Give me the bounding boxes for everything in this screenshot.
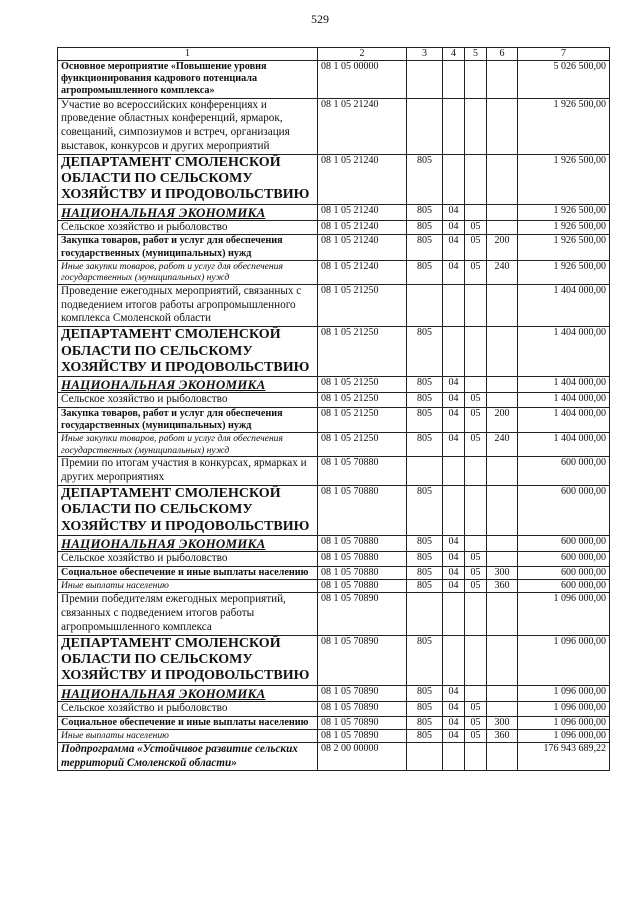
row-name: Участие во всероссийских конференциях и проведение областных конференций, ярмарок, совещаний, симпозиумов и встреч, организация выставок, конкурсов и других мероприятий bbox=[58, 98, 318, 154]
col-header-subsection: 5 bbox=[465, 48, 487, 61]
row-name: Иные закупки товаров, работ и услуг для обеспечения государственных (муниципальных) нужд bbox=[58, 260, 318, 284]
row-name: Закупка товаров, работ и услуг для обеспечения государственных (муниципальных) нужд bbox=[58, 407, 318, 432]
row-subsection bbox=[465, 593, 487, 635]
table-row bbox=[58, 433, 610, 457]
row-section bbox=[443, 457, 465, 486]
row-section: 04 bbox=[443, 685, 465, 701]
row-dept-code: 805 bbox=[407, 551, 443, 566]
row-dept-code: 805 bbox=[407, 685, 443, 701]
row-amount: 600 000,00 bbox=[518, 457, 610, 486]
row-dept-code bbox=[407, 284, 443, 326]
row-name: ДЕПАРТАМЕНТ СМОЛЕНСКОЙ ОБЛАСТИ ПО СЕЛЬСКОМУ ХОЗЯЙСТВУ И ПРОДОВОЛЬСТВИЮ bbox=[58, 154, 318, 204]
row-target-code: 08 1 05 21240 bbox=[318, 154, 407, 204]
row-name: НАЦИОНАЛЬНАЯ ЭКОНОМИКА bbox=[58, 535, 318, 551]
table-row bbox=[58, 235, 610, 260]
row-name: Основное мероприятие «Повышение уровня функционирования кадрового потенциала агропромышленного комплекса» bbox=[58, 61, 318, 99]
row-target-code: 08 1 05 70890 bbox=[318, 716, 407, 729]
row-section: 04 bbox=[443, 729, 465, 742]
row-name: Проведение ежегодных мероприятий, связанных с подведением итогов работы агропромышленного комплекса Смоленской области bbox=[58, 284, 318, 326]
row-dept-code: 805 bbox=[407, 327, 443, 377]
row-dept-code: 805 bbox=[407, 204, 443, 220]
table-row bbox=[58, 204, 610, 220]
row-name: ДЕПАРТАМЕНТ СМОЛЕНСКОЙ ОБЛАСТИ ПО СЕЛЬСКОМУ ХОЗЯЙСТВУ И ПРОДОВОЛЬСТВИЮ bbox=[58, 485, 318, 535]
table-row bbox=[58, 260, 610, 284]
row-expense-type bbox=[487, 204, 518, 220]
row-amount: 1 096 000,00 bbox=[518, 716, 610, 729]
row-target-code: 08 1 05 00000 bbox=[318, 61, 407, 99]
row-subsection bbox=[465, 61, 487, 99]
row-amount: 1 926 500,00 bbox=[518, 260, 610, 284]
row-subsection: 05 bbox=[465, 260, 487, 284]
row-amount: 600 000,00 bbox=[518, 535, 610, 551]
row-section: 04 bbox=[443, 551, 465, 566]
row-expense-type: 360 bbox=[487, 729, 518, 742]
row-name: Сельское хозяйство и рыболовство bbox=[58, 393, 318, 408]
row-name: Подпрограмма «Устойчивое развитие сельских территорий Смоленской области» bbox=[58, 743, 318, 771]
row-target-code: 08 1 05 21250 bbox=[318, 284, 407, 326]
row-subsection bbox=[465, 685, 487, 701]
budget-table bbox=[57, 47, 610, 771]
row-dept-code: 805 bbox=[407, 716, 443, 729]
row-section: 04 bbox=[443, 433, 465, 457]
table-row bbox=[58, 407, 610, 432]
row-expense-type bbox=[487, 535, 518, 551]
table-row bbox=[58, 61, 610, 99]
row-expense-type bbox=[487, 685, 518, 701]
row-target-code: 08 1 05 21250 bbox=[318, 393, 407, 408]
row-expense-type bbox=[487, 61, 518, 99]
row-dept-code: 805 bbox=[407, 407, 443, 432]
row-subsection bbox=[465, 485, 487, 535]
row-target-code: 08 1 05 70890 bbox=[318, 729, 407, 742]
row-subsection bbox=[465, 377, 487, 393]
row-expense-type: 240 bbox=[487, 433, 518, 457]
row-subsection: 05 bbox=[465, 433, 487, 457]
col-header-sum: 7 bbox=[518, 48, 610, 61]
row-target-code: 08 1 05 21250 bbox=[318, 433, 407, 457]
row-subsection bbox=[465, 154, 487, 204]
col-header-expense-type: 6 bbox=[487, 48, 518, 61]
row-amount: 1 404 000,00 bbox=[518, 433, 610, 457]
row-name: Сельское хозяйство и рыболовство bbox=[58, 551, 318, 566]
row-amount: 1 404 000,00 bbox=[518, 407, 610, 432]
row-expense-type bbox=[487, 743, 518, 771]
row-subsection: 05 bbox=[465, 566, 487, 579]
row-subsection bbox=[465, 457, 487, 486]
row-expense-type bbox=[487, 220, 518, 235]
row-amount: 600 000,00 bbox=[518, 566, 610, 579]
row-amount: 1 926 500,00 bbox=[518, 204, 610, 220]
row-amount: 1 926 500,00 bbox=[518, 235, 610, 260]
row-target-code: 08 1 05 70880 bbox=[318, 457, 407, 486]
table-row bbox=[58, 729, 610, 742]
row-name: Сельское хозяйство и рыболовство bbox=[58, 701, 318, 716]
row-expense-type: 300 bbox=[487, 716, 518, 729]
row-section bbox=[443, 98, 465, 154]
row-amount: 1 096 000,00 bbox=[518, 685, 610, 701]
row-target-code: 08 1 05 21240 bbox=[318, 98, 407, 154]
table-row bbox=[58, 284, 610, 326]
budget-rows bbox=[58, 61, 610, 771]
row-name: НАЦИОНАЛЬНАЯ ЭКОНОМИКА bbox=[58, 204, 318, 220]
row-name: Сельское хозяйство и рыболовство bbox=[58, 220, 318, 235]
row-section: 04 bbox=[443, 701, 465, 716]
row-subsection bbox=[465, 98, 487, 154]
table-row bbox=[58, 535, 610, 551]
row-amount: 1 096 000,00 bbox=[518, 729, 610, 742]
row-dept-code: 805 bbox=[407, 433, 443, 457]
row-dept-code: 805 bbox=[407, 235, 443, 260]
row-subsection: 05 bbox=[465, 729, 487, 742]
row-target-code: 08 1 05 21240 bbox=[318, 204, 407, 220]
row-amount: 1 404 000,00 bbox=[518, 393, 610, 408]
row-target-code: 08 1 05 70880 bbox=[318, 566, 407, 579]
row-dept-code bbox=[407, 743, 443, 771]
col-header-dept: 3 bbox=[407, 48, 443, 61]
row-target-code: 08 1 05 21240 bbox=[318, 220, 407, 235]
row-subsection: 05 bbox=[465, 551, 487, 566]
row-subsection bbox=[465, 535, 487, 551]
row-dept-code: 805 bbox=[407, 729, 443, 742]
row-name: ДЕПАРТАМЕНТ СМОЛЕНСКОЙ ОБЛАСТИ ПО СЕЛЬСКОМУ ХОЗЯЙСТВУ И ПРОДОВОЛЬСТВИЮ bbox=[58, 635, 318, 685]
row-target-code: 08 1 05 21240 bbox=[318, 260, 407, 284]
row-expense-type bbox=[487, 485, 518, 535]
row-expense-type bbox=[487, 701, 518, 716]
row-expense-type bbox=[487, 393, 518, 408]
row-expense-type: 240 bbox=[487, 260, 518, 284]
row-name: Премии победителям ежегодных мероприятий, связанных с подведением итогов работы агропромышленного комплекса bbox=[58, 593, 318, 635]
row-target-code: 08 1 05 70880 bbox=[318, 485, 407, 535]
row-dept-code: 805 bbox=[407, 260, 443, 284]
row-subsection bbox=[465, 327, 487, 377]
row-name: Премии по итогам участия в конкурсах, ярмарках и других мероприятиях bbox=[58, 457, 318, 486]
row-section: 04 bbox=[443, 393, 465, 408]
row-subsection: 05 bbox=[465, 716, 487, 729]
row-name: Социальное обеспечение и иные выплаты населению bbox=[58, 566, 318, 579]
row-target-code: 08 1 05 70890 bbox=[318, 593, 407, 635]
col-header-code: 2 bbox=[318, 48, 407, 61]
table-row bbox=[58, 220, 610, 235]
row-expense-type bbox=[487, 98, 518, 154]
table-row bbox=[58, 635, 610, 685]
row-name: Иные закупки товаров, работ и услуг для обеспечения государственных (муниципальных) нужд bbox=[58, 433, 318, 457]
row-name: НАЦИОНАЛЬНАЯ ЭКОНОМИКА bbox=[58, 377, 318, 393]
row-dept-code: 805 bbox=[407, 220, 443, 235]
row-section: 04 bbox=[443, 377, 465, 393]
row-name: ДЕПАРТАМЕНТ СМОЛЕНСКОЙ ОБЛАСТИ ПО СЕЛЬСКОМУ ХОЗЯЙСТВУ И ПРОДОВОЛЬСТВИЮ bbox=[58, 327, 318, 377]
row-name: Иные выплаты населению bbox=[58, 580, 318, 593]
row-dept-code: 805 bbox=[407, 393, 443, 408]
row-name: Иные выплаты населению bbox=[58, 729, 318, 742]
row-dept-code: 805 bbox=[407, 154, 443, 204]
row-amount: 600 000,00 bbox=[518, 551, 610, 566]
row-section bbox=[443, 154, 465, 204]
table-row bbox=[58, 154, 610, 204]
row-amount: 600 000,00 bbox=[518, 580, 610, 593]
row-expense-type bbox=[487, 593, 518, 635]
table-row bbox=[58, 566, 610, 579]
row-amount: 1 404 000,00 bbox=[518, 327, 610, 377]
row-target-code: 08 1 05 21250 bbox=[318, 327, 407, 377]
row-expense-type: 360 bbox=[487, 580, 518, 593]
row-section: 04 bbox=[443, 580, 465, 593]
row-amount: 1 926 500,00 bbox=[518, 154, 610, 204]
row-expense-type: 300 bbox=[487, 566, 518, 579]
table-row bbox=[58, 743, 610, 771]
row-expense-type bbox=[487, 635, 518, 685]
table-row bbox=[58, 701, 610, 716]
row-dept-code bbox=[407, 593, 443, 635]
row-dept-code: 805 bbox=[407, 485, 443, 535]
row-section: 04 bbox=[443, 220, 465, 235]
row-amount: 1 404 000,00 bbox=[518, 377, 610, 393]
row-expense-type bbox=[487, 327, 518, 377]
col-header-name: 1 bbox=[58, 48, 318, 61]
row-dept-code bbox=[407, 61, 443, 99]
row-name: Закупка товаров, работ и услуг для обеспечения государственных (муниципальных) нужд bbox=[58, 235, 318, 260]
row-section bbox=[443, 593, 465, 635]
table-row bbox=[58, 685, 610, 701]
row-amount: 1 404 000,00 bbox=[518, 284, 610, 326]
row-section bbox=[443, 743, 465, 771]
row-expense-type: 200 bbox=[487, 235, 518, 260]
row-amount: 1 096 000,00 bbox=[518, 635, 610, 685]
row-subsection bbox=[465, 284, 487, 326]
row-subsection: 05 bbox=[465, 235, 487, 260]
row-target-code: 08 1 05 70880 bbox=[318, 535, 407, 551]
row-target-code: 08 1 05 21250 bbox=[318, 407, 407, 432]
row-target-code: 08 1 05 70890 bbox=[318, 685, 407, 701]
row-expense-type bbox=[487, 551, 518, 566]
row-target-code: 08 1 05 70880 bbox=[318, 580, 407, 593]
row-subsection: 05 bbox=[465, 220, 487, 235]
row-section: 04 bbox=[443, 407, 465, 432]
row-section: 04 bbox=[443, 566, 465, 579]
row-subsection bbox=[465, 635, 487, 685]
row-dept-code: 805 bbox=[407, 566, 443, 579]
row-section: 04 bbox=[443, 260, 465, 284]
row-amount: 1 096 000,00 bbox=[518, 701, 610, 716]
row-target-code: 08 1 05 70890 bbox=[318, 635, 407, 685]
table-row bbox=[58, 551, 610, 566]
row-target-code: 08 1 05 70880 bbox=[318, 551, 407, 566]
row-subsection: 05 bbox=[465, 580, 487, 593]
row-amount: 1 926 500,00 bbox=[518, 220, 610, 235]
row-section bbox=[443, 485, 465, 535]
row-section bbox=[443, 61, 465, 99]
row-section: 04 bbox=[443, 716, 465, 729]
row-section: 04 bbox=[443, 535, 465, 551]
header-row bbox=[58, 48, 610, 61]
table-row bbox=[58, 580, 610, 593]
row-expense-type: 200 bbox=[487, 407, 518, 432]
row-dept-code bbox=[407, 98, 443, 154]
row-target-code: 08 2 00 00000 bbox=[318, 743, 407, 771]
table-row bbox=[58, 485, 610, 535]
row-dept-code: 805 bbox=[407, 701, 443, 716]
page-number: 529 bbox=[311, 12, 329, 26]
row-amount: 1 096 000,00 bbox=[518, 593, 610, 635]
row-dept-code: 805 bbox=[407, 377, 443, 393]
row-section bbox=[443, 327, 465, 377]
row-dept-code: 805 bbox=[407, 580, 443, 593]
row-dept-code: 805 bbox=[407, 635, 443, 685]
row-target-code: 08 1 05 21240 bbox=[318, 235, 407, 260]
table-row bbox=[58, 457, 610, 486]
row-section: 04 bbox=[443, 204, 465, 220]
table-row bbox=[58, 98, 610, 154]
row-amount: 5 026 500,00 bbox=[518, 61, 610, 99]
row-subsection: 05 bbox=[465, 701, 487, 716]
row-subsection bbox=[465, 743, 487, 771]
table-row bbox=[58, 377, 610, 393]
row-name: НАЦИОНАЛЬНАЯ ЭКОНОМИКА bbox=[58, 685, 318, 701]
row-section bbox=[443, 635, 465, 685]
row-amount: 600 000,00 bbox=[518, 485, 610, 535]
row-target-code: 08 1 05 70890 bbox=[318, 701, 407, 716]
col-header-section: 4 bbox=[443, 48, 465, 61]
row-target-code: 08 1 05 21250 bbox=[318, 377, 407, 393]
row-amount: 176 943 689,22 bbox=[518, 743, 610, 771]
row-section bbox=[443, 284, 465, 326]
row-expense-type bbox=[487, 457, 518, 486]
row-dept-code bbox=[407, 457, 443, 486]
row-section: 04 bbox=[443, 235, 465, 260]
row-dept-code: 805 bbox=[407, 535, 443, 551]
row-expense-type bbox=[487, 154, 518, 204]
table-row bbox=[58, 716, 610, 729]
table-row bbox=[58, 327, 610, 377]
row-expense-type bbox=[487, 377, 518, 393]
row-expense-type bbox=[487, 284, 518, 326]
row-subsection: 05 bbox=[465, 407, 487, 432]
table-row bbox=[58, 593, 610, 635]
row-amount: 1 926 500,00 bbox=[518, 98, 610, 154]
row-name: Социальное обеспечение и иные выплаты населению bbox=[58, 716, 318, 729]
row-subsection bbox=[465, 204, 487, 220]
table-row bbox=[58, 393, 610, 408]
row-subsection: 05 bbox=[465, 393, 487, 408]
